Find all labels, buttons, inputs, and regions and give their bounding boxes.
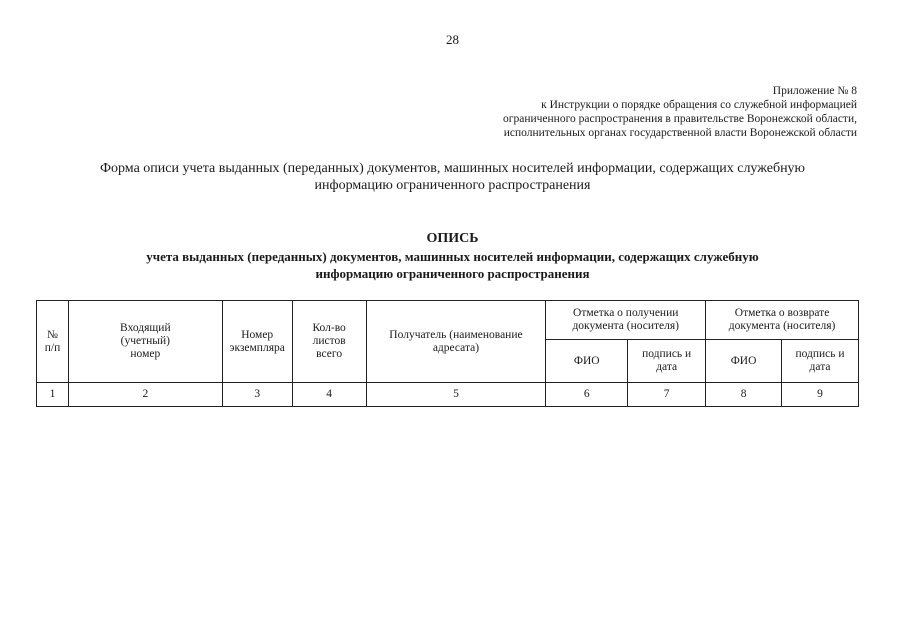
- document-heading: [60, 230, 845, 282]
- header-return-mark: Отметка о возврате документа (носителя): [706, 301, 859, 340]
- register-table: [36, 300, 859, 407]
- column-number-row: [37, 383, 859, 407]
- appendix-block: [503, 84, 857, 140]
- heading-line: учета выданных (переданных) документов, машинных носителей информации, содержащих служебную: [146, 249, 759, 264]
- appendix-line: исполнительных органах государственной власти Воронежской области: [503, 127, 857, 139]
- column-number: 3: [222, 383, 292, 407]
- column-number: 1: [37, 383, 69, 407]
- header-sign-return: подпись и дата: [782, 340, 859, 383]
- header-sign-receipt: подпись и дата: [628, 340, 706, 383]
- header-sheet-count: Кол-во листов всего: [292, 301, 366, 383]
- column-number: 8: [706, 383, 782, 407]
- header-number: № п/п: [37, 301, 69, 383]
- header-fio-return: ФИО: [706, 340, 782, 383]
- form-title-line: информацию ограниченного распространения: [314, 178, 591, 193]
- header-copy-number: Номер экземпляра: [222, 301, 292, 383]
- header-incoming-number: Входящий (учетный) номер: [68, 301, 222, 383]
- heading-main: ОПИСЬ: [426, 231, 479, 246]
- column-number: 6: [546, 383, 628, 407]
- form-title: [60, 160, 845, 194]
- column-number: 5: [366, 383, 546, 407]
- heading-line: информацию ограниченного распространения: [315, 266, 590, 281]
- column-number: 9: [782, 383, 859, 407]
- column-number: 4: [292, 383, 366, 407]
- appendix-line: к Инструкции о порядке обращения со служебной информацией: [541, 99, 857, 111]
- page-number: 28: [446, 32, 459, 47]
- header-receipt-mark: Отметка о получении документа (носителя): [546, 301, 706, 340]
- header-recipient: Получатель (наименование адресата): [366, 301, 546, 383]
- form-title-line: Форма описи учета выданных (переданных) документов, машинных носителей информации, содержащих служебную: [99, 161, 806, 176]
- appendix-line: ограниченного распространения в правительстве Воронежской области,: [503, 113, 857, 125]
- appendix-title: Приложение № 8: [772, 85, 857, 97]
- header-fio-receipt: ФИО: [546, 340, 628, 383]
- column-number: 2: [68, 383, 222, 407]
- column-number: 7: [628, 383, 706, 407]
